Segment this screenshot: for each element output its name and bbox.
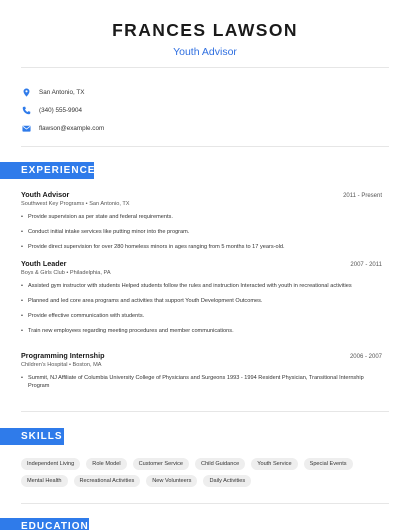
job-title: Youth Advisor — [21, 190, 70, 199]
job-bullets — [21, 282, 382, 335]
job-location: San Antonio, TX — [89, 201, 130, 207]
skill-pill: Special Events — [304, 458, 353, 470]
job-org-location: Southwest Key Programs • San Antonio, TX — [21, 201, 130, 207]
skills-list — [21, 458, 390, 487]
bullet-item: • Planned and led core area programs and activities that support Youth Development Outcomes. — [21, 297, 382, 305]
skill-pill: Daily Activities — [203, 475, 251, 487]
job-title: Programming Internship — [21, 351, 105, 360]
divider — [21, 67, 389, 68]
bullet-item: • Provide direct supervision for over 280 homeless minors in ages ranging from 5 months to 17 years-old. — [21, 243, 382, 251]
skill-pill: Recreational Activities — [74, 475, 141, 487]
section-heading-experience: EXPERIENCE — [0, 162, 94, 179]
contact-location — [22, 83, 104, 101]
job-dates: 2006 - 2007 — [349, 354, 382, 360]
job-entry — [21, 351, 382, 397]
job-entry — [21, 190, 382, 258]
email-icon — [22, 124, 31, 133]
bullet-item: • Provide supervision as per state and federal requirements. — [21, 213, 382, 221]
divider — [21, 146, 389, 147]
section-heading-education: EDUCATION — [0, 518, 89, 530]
bullet-item: • Assisted gym instructor with students Helped students follow the rules and instruction Interacted with youth in recreational activities — [21, 282, 382, 290]
job-org-location: Children's Hospital • Boston, MA — [21, 362, 102, 368]
bullet-item: • Provide effective communication with students. — [21, 312, 382, 320]
job-org: Children's Hospital — [21, 362, 68, 368]
job-title: Youth Leader — [21, 259, 67, 268]
bullet-item: • Conduct initial intake services like putting minor into the program. — [21, 228, 382, 236]
skill-pill: New Volunteers — [146, 475, 197, 487]
job-dates: 2011 - Present — [343, 193, 382, 199]
candidate-title: Youth Advisor — [173, 46, 237, 58]
contact-email[interactable] — [22, 119, 104, 137]
skill-pill: Customer Service — [133, 458, 189, 470]
location-pin-icon — [22, 88, 31, 97]
contact-phone-text: (340) 555-9904 — [39, 106, 83, 114]
skill-pill: Child Guidance — [195, 458, 245, 470]
contact-phone — [22, 101, 104, 119]
divider — [21, 503, 389, 504]
job-dates: 2007 - 2011 — [350, 262, 382, 268]
job-location: Boston, MA — [72, 362, 102, 368]
contact-list — [22, 83, 104, 137]
job-org-location: Boys & Girls Club • Philadelphia, PA — [21, 270, 111, 276]
bullet-item: • Summit, NJ Affiliate of Columbia University College of Physicians and Surgeons 1993 - 1994 Resident Physician, Transitional Internship Program — [21, 374, 382, 390]
job-bullets — [21, 374, 382, 390]
skill-pill: Role Model — [86, 458, 126, 470]
candidate-name: FRANCES LAWSON — [112, 20, 298, 40]
job-entry — [21, 259, 382, 342]
contact-email-text[interactable]: flawson@example.com — [39, 124, 105, 132]
resume-header — [0, 0, 410, 59]
contact-location-text: San Antonio, TX — [39, 88, 85, 96]
job-location: Philadelphia, PA — [69, 270, 111, 276]
job-org: Boys & Girls Club — [21, 270, 65, 276]
skill-pill: Independent Living — [21, 458, 80, 470]
skill-pill: Youth Service — [251, 458, 297, 470]
divider — [21, 411, 389, 412]
job-bullets — [21, 213, 382, 251]
job-org: Southwest Key Programs — [21, 201, 85, 207]
phone-icon — [22, 106, 31, 115]
bullet-item: • Train new employees regarding meeting procedures and member communications. — [21, 327, 382, 335]
section-heading-skills: SKILLS — [0, 428, 64, 445]
skill-pill: Mental Health — [21, 475, 68, 487]
